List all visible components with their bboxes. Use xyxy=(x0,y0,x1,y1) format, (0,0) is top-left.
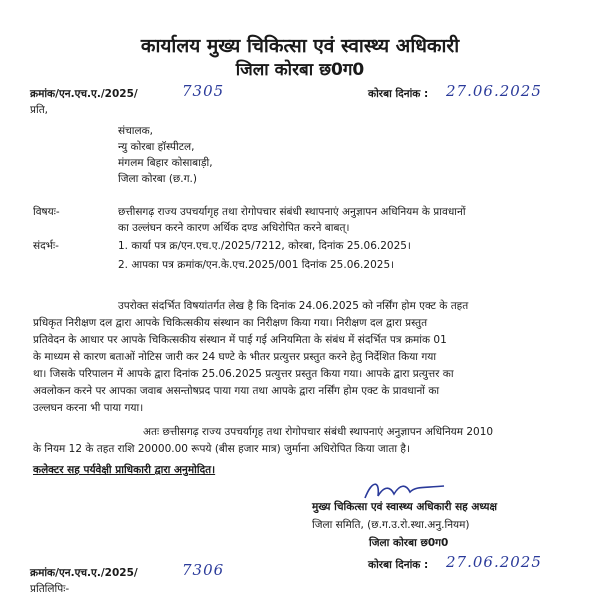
ref-date: 27.06.2025 xyxy=(446,82,542,100)
subject-label: विषयः- xyxy=(33,206,60,218)
office-title: कार्यालय मुख्य चिकित्सा एवं स्वास्थ्य अधिकारी xyxy=(140,35,460,57)
ref-number: 7305 xyxy=(182,82,225,100)
body-p1-line: अवलोकन करने पर आपका जवाब असन्तोषप्रद पाया गया तथा आपके द्वारा नर्सिंग होम एक्ट के प्रावधानों का xyxy=(33,385,440,397)
body-paragraph-2 xyxy=(33,424,573,458)
reference-line-2: 2. आपका पत्र क्रमांक/एन.के.एच.2025/001 दिनांक 25.06.2025। xyxy=(118,259,395,271)
office-district: जिला कोरबा छ0ग0 xyxy=(235,60,365,80)
address-line-3: मंगलम बिहार कोसाबाड़ी, xyxy=(118,157,213,169)
body-p1-line: के माध्यम से कारण बताओं नोटिस जारी कर 24 घण्टे के भीतर प्रत्युत्तर प्रस्तुत करने हेतु निर्देशित किया गया xyxy=(33,351,437,363)
footer-date-label: कोरबा दिनांक : xyxy=(368,559,429,571)
copy-to-label: प्रतिलिपिः- xyxy=(30,583,70,595)
body-p1-line: उपरोक्त संदर्भित विषयांतर्गत लेख है कि दिनांक 24.06.2025 को नर्सिंग होम एक्ट के तहत xyxy=(118,300,469,312)
prati-label: प्रति, xyxy=(30,104,49,116)
address-line-4: जिला कोरबा (छ.ग.) xyxy=(118,173,197,185)
footer-ref-number: 7306 xyxy=(182,561,225,579)
body-p1-line: था। जिसके परिपालन में आपके द्वारा दिनांक 25.06.2025 प्रत्युत्तर प्रस्तुत किया गया। आपके द्वारा प्रत्युत्तर का xyxy=(33,368,454,380)
footer-ref-label: क्रमांक/एन.एच.ए./2025/ xyxy=(30,567,138,579)
address-line-1: संचालक, xyxy=(118,125,154,137)
approval-note: कलेक्टर सह पर्यवेक्षी प्राधिकारी द्वारा अनुमोदित। xyxy=(33,464,216,476)
body-p1-line: प्रतिवेदन के आधार पर आपके चिकित्सकीय संस्थान में पाई गई अनियमिता के संबंध में संदर्भित पत्र क्रमांक 01 xyxy=(33,334,447,346)
signature-line-2: जिला समिति, (छ.ग.उ.रो.स्था.अनु.नियम) xyxy=(312,519,470,531)
signature-line-1: मुख्य चिकित्सा एवं स्वास्थ्य अधिकारी सह अध्यक्ष xyxy=(312,501,497,513)
ref-date-label: कोरबा दिनांक : xyxy=(368,88,429,100)
subject-line-1: छत्तीसगढ़ राज्य उपचर्यागृह तथा रोगोपचार संबंधी स्थापनाएं अनुज्ञापन अधिनियम के प्रावधानों xyxy=(118,206,466,218)
body-p1-line: उल्लघन करना भी पाया गया। xyxy=(33,402,144,414)
signature-line-3: जिला कोरबा छ0ग0 xyxy=(369,537,449,549)
body-p1-line: प्रधिकृत निरीक्षण दल द्वारा आपके चिकित्सकीय संस्थान का निरीक्षण किया गया। निरीक्षण दल द्वारा प्रस्तुत xyxy=(33,317,428,329)
address-line-2: न्यु कोरबा हॉस्पीटल, xyxy=(118,141,195,153)
reference-label: संदर्भः- xyxy=(33,240,59,252)
footer-date: 27.06.2025 xyxy=(446,553,542,571)
body-paragraph-1 xyxy=(33,298,573,417)
body-p2-line: अतः छत्तीसगढ़ राज्य उपचर्यागृह तथा रोगोपचार संबंधी स्थापनाएं अनुज्ञापन अधिनियम 2010 xyxy=(143,426,494,438)
subject-line-2: का उल्लंघन करने कारण अर्थिक दण्ड अधिरोपित करने बाबत्। xyxy=(118,222,350,234)
reference-line-1: 1. कार्या पत्र क्र/एन.एच.ए./2025/7212, कोरबा, दिनांक 25.06.2025। xyxy=(118,240,411,252)
body-p2-line: के नियम 12 के तहत राशि 20000.00 रूपये (बीस हजार मात्र) जुर्माना अधिरोपित किया जाता है। xyxy=(33,443,410,455)
ref-label: क्रमांक/एन.एच.ए./2025/ xyxy=(30,88,138,100)
